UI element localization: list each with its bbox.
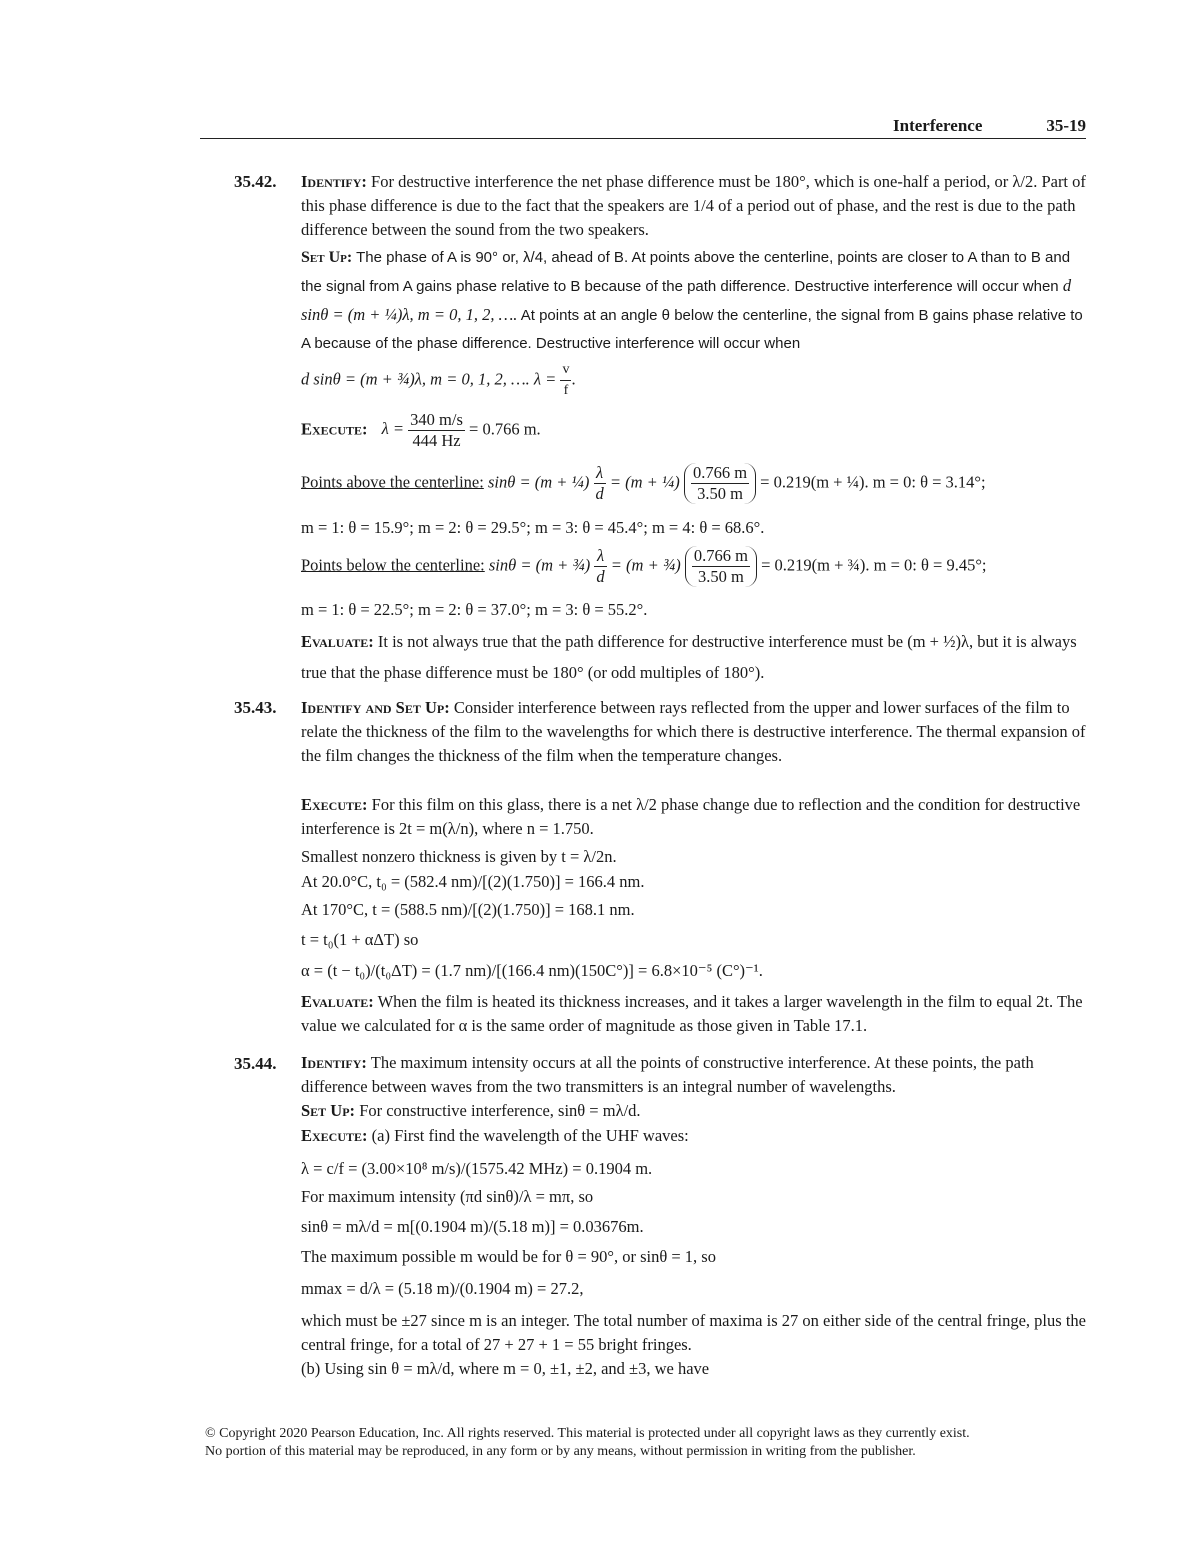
identify-text: Consider interference between rays reflected from the upper and lower surfaces of the film to relate the thickness of the film to the wavelengths for which there is destructive interference. The thermal expansion of the film changes the thickness of the film when the temperature changes. <box>301 698 1086 765</box>
above-num: 0.766 m <box>692 463 748 482</box>
lambda-result: = 0.766 m. <box>469 419 541 439</box>
execute-text: For this film on this glass, there is a net λ/2 phase change due to reflection and the condition for destructive interference is 2t = m(λ/n), where n = 1.750. <box>301 795 1081 838</box>
problem-number-44: 35.44. <box>234 1054 277 1073</box>
page-header <box>200 116 1086 138</box>
copyright-line-2: No portion of this material may be reproduced, in any form or by any means, without permission in writing from the publisher. <box>205 1444 916 1459</box>
problem-number-43: 35.43. <box>234 698 277 717</box>
problem-number-42: 35.42. <box>234 172 277 191</box>
p43-identify <box>301 696 1086 768</box>
below-eq-b: = (m + ¾) <box>610 555 681 575</box>
identify-text: The maximum intensity occurs at all the points of constructive interference. At these points, the path difference between waves from the two transmitters is an integral number of wavelengths. <box>301 1053 1034 1096</box>
below-result: = 0.219(m + ¾). m = 0: θ = 9.45°; <box>761 555 987 575</box>
chapter-title: Interference <box>893 116 983 135</box>
above-result: = 0.219(m + ¼). m = 0: θ = 3.14°; <box>760 472 986 492</box>
evaluate-label: Evaluate: <box>301 632 374 651</box>
page-number: 35-19 <box>1046 116 1086 135</box>
p42-setup-eq2: d sinθ = (m + ¾)λ, m = 0, 1, 2, …. λ = $\frac{v}{f}$ . <box>301 360 1086 401</box>
setup-label: Set Up: <box>301 1101 356 1120</box>
setup-eq-2: d sinθ = (m + ¾)λ, m = 0, 1, 2, …. λ = <box>301 369 557 389</box>
p44-line6: which must be ±27 since m is an integer. The total number of maxima is 27 on either side of the central fringe, plus the central fringe, for a total of 27 + 27 + 1 = 55 bright fringes. <box>301 1311 1086 1354</box>
identify-setup-label: Identify and Set Up: <box>301 698 450 717</box>
p43-execute <box>301 793 1086 841</box>
p43-evaluate <box>301 990 1086 1038</box>
p44-line7: (b) Using sin θ = mλ/d, where m = 0, ±1, ±2, and ±3, we have <box>301 1359 710 1378</box>
frac-d: d <box>595 484 604 503</box>
setup-text-2: At points at an angle θ below the centerline, the signal from B gains phase relative to A because of the phase difference. Destructive interference will occur when <box>301 307 1083 352</box>
p43-line1: Smallest nonzero thickness is given by t = λ/2n. <box>301 847 617 866</box>
p44-setup <box>301 1099 1086 1123</box>
p43-line2: At 20.0°C, t₀ = (582.4 nm)/[(2)(1.750)] = 166.4 nm. <box>301 872 645 891</box>
below-num: 0.766 m <box>693 546 748 565</box>
above-den: 3.50 m <box>697 484 743 503</box>
p42-evaluate <box>301 626 1086 688</box>
setup-text-1: The phase of A is 90° or, λ/4, ahead of B. At points above the centerline, points are closer to A than to B and the signal from A gains phase relative to B because of the path difference. Destructive interference will occur when <box>301 249 1071 295</box>
below-eq-a: sinθ = (m + ¾) <box>488 555 591 575</box>
setup-eq-1: d sinθ = (m + ¼)λ, m = 0, 1, 2, …. <box>301 276 1072 324</box>
identify-label: Identify: <box>301 172 367 191</box>
above-eq-a: sinθ = (m + ¼) <box>487 472 590 492</box>
execute-label: Execute: <box>301 1126 368 1145</box>
execute-label: Execute: <box>301 795 368 814</box>
header-rule <box>200 138 1086 139</box>
p42-below <box>301 546 1086 587</box>
identify-text: For destructive interference the net phase difference must be 180°, which is one-half a period, or λ/2. Part of this phase difference is due to the fact that the speakers are 1/4 of a period out of phase, and the rest is due to the path difference between the sound from the two speakers. <box>301 172 1086 239</box>
copyright-line-1: © Copyright 2020 Pearson Education, Inc. All rights reserved. This material is protected under all copyright laws as they currently exist. <box>205 1426 970 1441</box>
p43-line3: At 170°C, t = (588.5 nm)/[(2)(1.750)] = 168.1 nm. <box>301 900 635 919</box>
p44-line1: λ = c/f = (3.00×10⁸ m/s)/(1575.42 MHz) = 0.1904 m. <box>301 1159 653 1178</box>
execute-text: (a) First find the wavelength of the UHF waves: <box>371 1126 689 1145</box>
p44-execute <box>301 1124 1086 1148</box>
frac-v: v <box>560 360 571 381</box>
p42-identify <box>301 170 1086 242</box>
p44-line4: The maximum possible m would be for θ = 90°, or sinθ = 1, so <box>301 1247 716 1266</box>
setup-text: For constructive interference, sinθ = mλ/d. <box>359 1101 641 1120</box>
p42-setup <box>301 244 1086 358</box>
evaluate-label: Evaluate: <box>301 992 374 1011</box>
p44-line5: mmax = d/λ = (5.18 m)/(0.1904 m) = 27.2, <box>301 1279 584 1298</box>
copyright-footer <box>205 1425 1085 1461</box>
frac-d: d <box>596 567 605 586</box>
p43-line5: α = (t − t₀)/(t₀ΔT) = (1.7 nm)/[(166.4 nm)(150C°)] = 6.8×10⁻⁵ (C°)⁻¹. <box>301 961 763 980</box>
frac-lambda: λ <box>594 546 606 567</box>
evaluate-text: It is not always true that the path difference for destructive interference must be (m + ½)λ, but it is always true that the phase difference must be 180° (or odd multiples of 180°). <box>301 632 1077 682</box>
below-den: 3.50 m <box>697 567 744 586</box>
p44-identify <box>301 1051 1086 1099</box>
setup-label: Set Up: <box>301 249 353 266</box>
execute-label: Execute: <box>301 419 368 439</box>
p44-line2: For maximum intensity (πd sinθ)/λ = mπ, so <box>301 1187 594 1206</box>
lambda-num: 340 m/s <box>410 410 463 429</box>
below-label: Points below the centerline: <box>301 555 485 575</box>
frac-lambda: λ <box>594 463 606 484</box>
p44-line3: sinθ = mλ/d = m[(0.1904 m)/(5.18 m)] = 0.03676m. <box>301 1217 644 1236</box>
above-eq-b: = (m + ¼) <box>609 472 680 492</box>
p42-above-line2: m = 1: θ = 15.9°; m = 2: θ = 29.5°; m = 3: θ = 45.4°; m = 4: θ = 68.6°. <box>301 518 765 537</box>
frac-f: f <box>563 383 569 398</box>
p42-above <box>301 463 1086 504</box>
lambda-den: 444 Hz <box>412 431 461 450</box>
evaluate-text: When the film is heated its thickness increases, and it takes a larger wavelength in the film to equal 2t. The value we calculated for α is the same order of magnitude as those given in Table 17.1. <box>301 992 1083 1035</box>
above-label: Points above the centerline: <box>301 472 484 492</box>
p42-execute: Execute: λ = $\frac{340 m/s}{444 Hz}$ = 0.766 m. <box>301 410 541 450</box>
identify-label: Identify: <box>301 1053 367 1072</box>
p42-below-line2: m = 1: θ = 22.5°; m = 2: θ = 37.0°; m = 3: θ = 55.2°. <box>301 600 648 619</box>
p43-line4: t = t₀(1 + αΔT) so <box>301 930 419 949</box>
